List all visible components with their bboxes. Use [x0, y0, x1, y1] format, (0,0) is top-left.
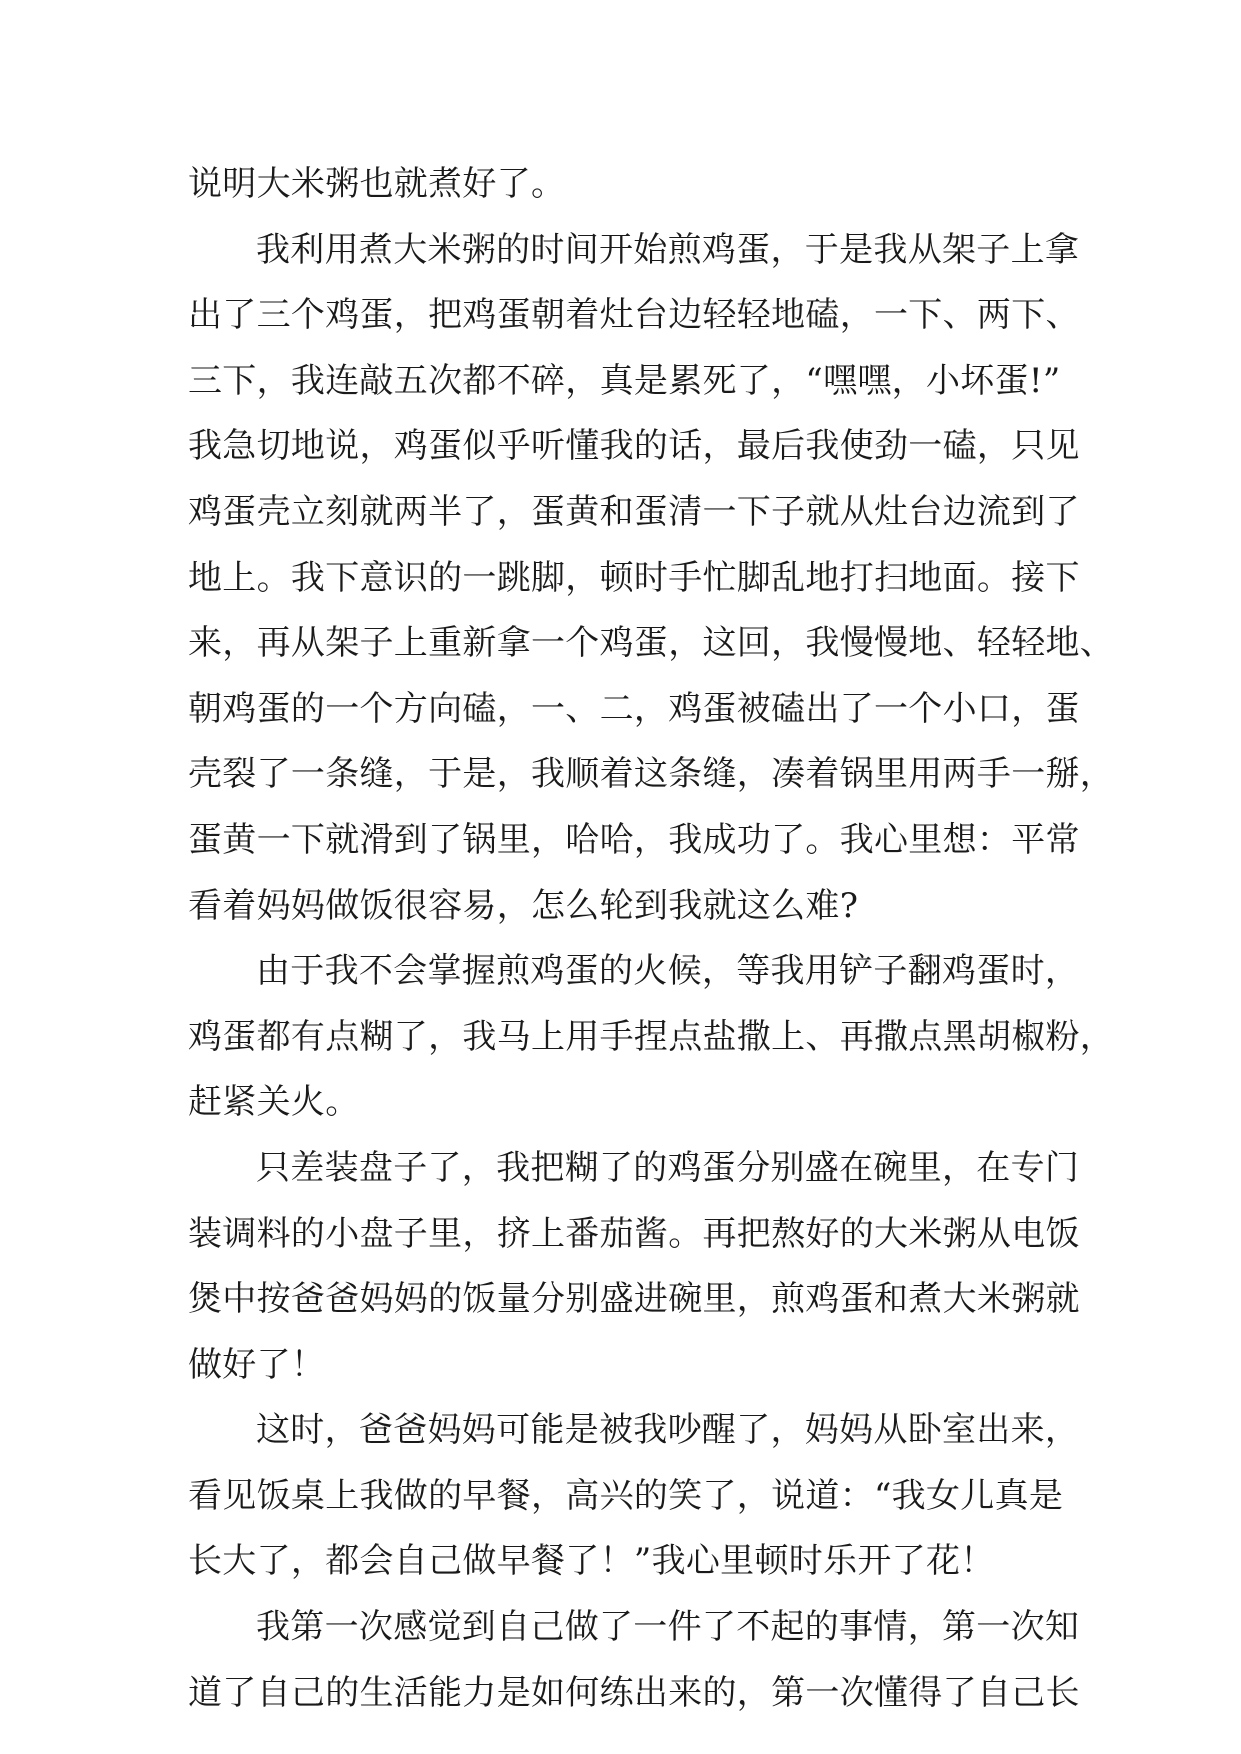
paragraph-start-line: 我利用煮大米粥的时间开始煎鸡蛋，于是我从架子上拿 [256, 229, 1080, 270]
paragraph-start-line: 由于我不会掌握煎鸡蛋的火候，等我用铲子翻鸡蛋时， [256, 951, 1080, 992]
paragraph-start-line: 这时，爸爸妈妈可能是被我吵醒了，妈妈从卧室出来， [256, 1410, 1080, 1451]
text-line: 壳裂了一条缝，于是，我顺着这条缝，凑着锅里用两手一掰， [188, 754, 1115, 795]
text-line: 装调料的小盘子里，挤上番茄酱。再把熬好的大米粥从电饭 [188, 1213, 1080, 1254]
text-line: 看见饭桌上我做的早餐，高兴的笑了，说道：“我女儿真是 [188, 1475, 1064, 1516]
text-line: 鸡蛋都有点糊了，我马上用手捏点盐撒上、再撒点黑胡椒粉， [188, 1016, 1115, 1057]
text-line: 朝鸡蛋的一个方向磕，一、二，鸡蛋被磕出了一个小口，蛋 [188, 688, 1080, 729]
text-line: 做好了！ [188, 1344, 326, 1385]
paragraph-start-line: 我第一次感觉到自己做了一件了不起的事情，第一次知 [256, 1607, 1080, 1648]
text-line: 看着妈妈做饭很容易，怎么轮到我就这么难? [188, 885, 859, 926]
text-line: 来，再从架子上重新拿一个鸡蛋，这回，我慢慢地、轻轻地、 [188, 623, 1115, 664]
text-line: 赶紧关火。 [188, 1082, 360, 1123]
text-line: 鸡蛋壳立刻就两半了，蛋黄和蛋清一下子就从灶台边流到了 [188, 491, 1080, 532]
text-line: 地上。我下意识的一跳脚，顿时手忙脚乱地打扫地面。接下 [188, 557, 1080, 598]
text-line: 出了三个鸡蛋，把鸡蛋朝着灶台边轻轻地磕，一下、两下、 [188, 295, 1080, 336]
paragraph-start-line: 只差装盘子了，我把糊了的鸡蛋分别盛在碗里，在专门 [256, 1147, 1080, 1188]
text-line: 蛋黄一下就滑到了锅里，哈哈，我成功了。我心里想：平常 [188, 819, 1080, 860]
text-line: 长大了，都会自己做早餐了！”我心里顿时乐开了花！ [188, 1541, 995, 1582]
body-text [188, 152, 1115, 1726]
text-line: 我急切地说，鸡蛋似乎听懂我的话，最后我使劲一磕，只见 [188, 426, 1080, 467]
text-line: 煲中按爸爸妈妈的饭量分别盛进碗里，煎鸡蛋和煮大米粥就 [188, 1279, 1080, 1320]
text-line: 三下，我连敲五次都不碎，真是累死了，“嘿嘿，小坏蛋!” [188, 360, 1061, 401]
text-line: 说明大米粥也就煮好了。 [188, 164, 566, 204]
text-line: 道了自己的生活能力是如何练出来的，第一次懂得了自己长 [188, 1672, 1080, 1713]
